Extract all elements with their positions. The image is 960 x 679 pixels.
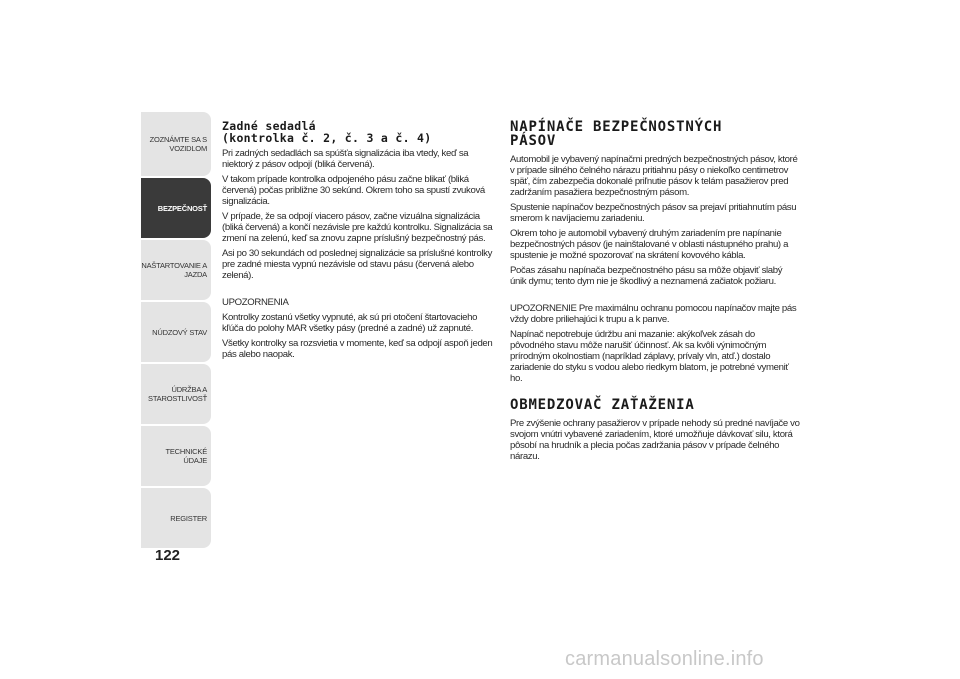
tab-label: TECHNICKÉ ÚDAJE xyxy=(165,447,207,465)
tab-zoznamte-sa-s-vozidlom[interactable] xyxy=(141,112,211,176)
warning-paragraph: Kontrolky zostanú všetky vypnuté, ak sú pri otočení štartovacieho kľúča do polohy MAR všetky pásy (predné a zadné) už zapnuté. xyxy=(222,312,478,334)
paragraph: Počas zásahu napínača bezpečnostného pásu sa môže objaviť slabý únik dymu; tento dym nie je škodlivý a neznamená začiatok požiaru. xyxy=(510,265,783,287)
tab-bezpecnost[interactable] xyxy=(141,178,211,238)
paragraph: Pri zadných sedadlách sa spúšťa signalizácia iba vtedy, keď sa niektorý z pásov odpojí (bliká červená). xyxy=(222,148,469,170)
tab-label: ZOZNÁMTE SA S VOZIDLOM xyxy=(149,135,207,153)
section-heading-load-limiter: OBMEDZOVAČ ZAŤAŽENIA xyxy=(510,397,695,413)
paragraph: V prípade, že sa odpojí viacero pásov, začne vizuálna signalizácia (bliká červená) a končí nezávisle pre každú kontrolku. Signalizácia sa zmení na zelenú, keď sa znovu zapne príslušný bezpečnostný pás. xyxy=(222,211,493,244)
section-heading: NAPÍNAČE BEZPEČNOSTNÝCH PÁSOV xyxy=(510,119,723,149)
warning-paragraph: UPOZORNENIE Pre maximálnu ochranu pomocou napínačov majte pás vždy dobre priliehajúci k trupu a k panve. xyxy=(510,303,797,325)
tab-label: NAŠTARTOVANIE A JAZDA xyxy=(141,261,207,279)
chapter-tabs xyxy=(141,112,211,550)
paragraph: Spustenie napínačov bezpečnostných pásov sa prejaví pritiahnutím pásu smerom k navíjaciemu zariadeniu. xyxy=(510,202,797,224)
tab-nastartovanie-a-jazda[interactable] xyxy=(141,240,211,300)
paragraph: Asi po 30 sekundách od poslednej signalizácie sa príslušné kontrolky pre zadné miesta vypnú nezávisle od stavu pásu (červená alebo zelená). xyxy=(222,248,493,281)
tab-nudzovy-stav[interactable] xyxy=(141,302,211,362)
paragraph: Automobil je vybavený napínačmi predných bezpečnostných pásov, ktoré v prípade silného čelného nárazu pritiahnu pásy o niekoľko centimetrov späť, čím zabezpečia dokonalé priľnutie pásov k telám pasažierov pred zadržaním pasažiera bezpečnostným pásom. xyxy=(510,154,798,198)
right-column xyxy=(510,120,800,466)
warning-paragraph: Napínač nepotrebuje údržbu ani mazanie: akýkoľvek zásah do pôvodného stavu môže narušiť účinnosť. Ak sa kvôli výnimočným prírodným okolnostiam (napríklad záplavy, prívaly vln, atď.) dostalo zariadenie do styku s vodou alebo riedkym blatom, je potrebné vymeniť ho. xyxy=(510,329,789,384)
left-column xyxy=(222,120,494,364)
tab-register[interactable] xyxy=(141,488,211,548)
watermark: carmanualsonline.info xyxy=(565,648,764,670)
section-subheading: Zadné sedadlá (kontrolka č. 2, č. 3 a č. 4) xyxy=(222,119,432,145)
paragraph: V takom prípade kontrolka odpojeného pásu začne blikať (bliká červená) počas približne 30 sekúnd. Okrem toho sa spustí zvuková signalizácia. xyxy=(222,174,485,207)
warning-paragraph: Všetky kontrolky sa rozsvietia v momente, keď sa odpojí aspoň jeden pás alebo naopak. xyxy=(222,338,493,360)
tab-label: NÚDZOVÝ STAV xyxy=(152,327,207,337)
tab-label: REGISTER xyxy=(170,513,207,523)
paragraph: Pre zvýšenie ochrany pasažierov v prípade nehody sú predné navíjače vo svojom vnútri vybavené zariadením, ktoré umožňuje dávkovať silu, ktorá pôsobí na hrudník a plecia počas zadržania pásov v prípade čelného nárazu. xyxy=(510,418,800,462)
tab-label: ÚDRŽBA A STAROSTLIVOSŤ xyxy=(148,385,207,403)
tab-technicke-udaje[interactable] xyxy=(141,426,211,486)
tab-label: BEZPEČNOSŤ xyxy=(157,203,207,213)
paragraph: Okrem toho je automobil vybavený druhým zariadením pre napínanie bezpečnostných pásov (je nainštalované v oblasti nástupného prahu) a spustenie je možné spozorovať na skrátení kovového kábla. xyxy=(510,228,789,261)
tab-udrzba-a-starostlivost[interactable] xyxy=(141,364,211,424)
page-number: 122 xyxy=(155,547,181,564)
warning-label: UPOZORNENIA xyxy=(222,297,289,308)
